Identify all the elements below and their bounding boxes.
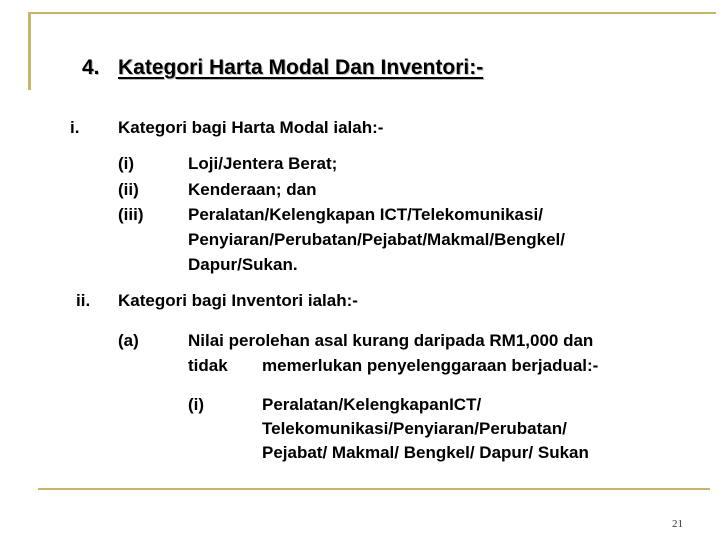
item-a-line2-rest: memerlukan penyelenggaraan berjadual:-	[262, 356, 599, 375]
title-text: Kategori Harta Modal Dan Inventori:-	[118, 56, 484, 79]
decorative-top-line	[28, 12, 716, 14]
item-a-line1: Nilai perolehan asal kurang daripada RM1,000 dan	[188, 331, 594, 350]
item-iii-line: Peralatan/Kelengkapan ICT/Telekomunikasi/	[188, 205, 543, 224]
item-a-line2-word: tidak	[188, 356, 228, 375]
page-number: 21	[672, 518, 683, 530]
item-i-text: Loji/Jentera Berat;	[188, 154, 338, 173]
sub-item-i-line: Peralatan/KelengkapanICT/	[262, 395, 482, 414]
item-a-marker: (a)	[118, 331, 139, 350]
section-ii-marker: ii.	[76, 291, 91, 310]
section-i-intro: Kategori bagi Harta Modal ialah:-	[118, 118, 384, 137]
sub-item-i-line: Pejabat/ Makmal/ Bengkel/ Dapur/ Sukan	[262, 443, 589, 462]
item-ii-text: Kenderaan; dan	[188, 180, 317, 199]
title-number: 4.	[82, 56, 100, 79]
section-i-marker: i.	[70, 118, 80, 137]
decorative-vertical-line	[28, 12, 31, 90]
page-title	[82, 56, 483, 80]
sub-item-i-marker: (i)	[188, 395, 205, 414]
sub-item-i-line: Telekomunikasi/Penyiaran/Perubatan/	[262, 419, 567, 438]
item-iii-line: Penyiaran/Perubatan/Pejabat/Makmal/Bengkel/	[188, 230, 565, 249]
decorative-bottom-line	[38, 488, 710, 490]
item-i-marker: (i)	[118, 154, 135, 173]
item-iii-line: Dapur/Sukan.	[188, 255, 298, 274]
section-ii-intro: Kategori bagi Inventori ialah:-	[118, 291, 358, 310]
item-ii-marker: (ii)	[118, 180, 139, 199]
item-iii-marker: (iii)	[118, 205, 144, 224]
